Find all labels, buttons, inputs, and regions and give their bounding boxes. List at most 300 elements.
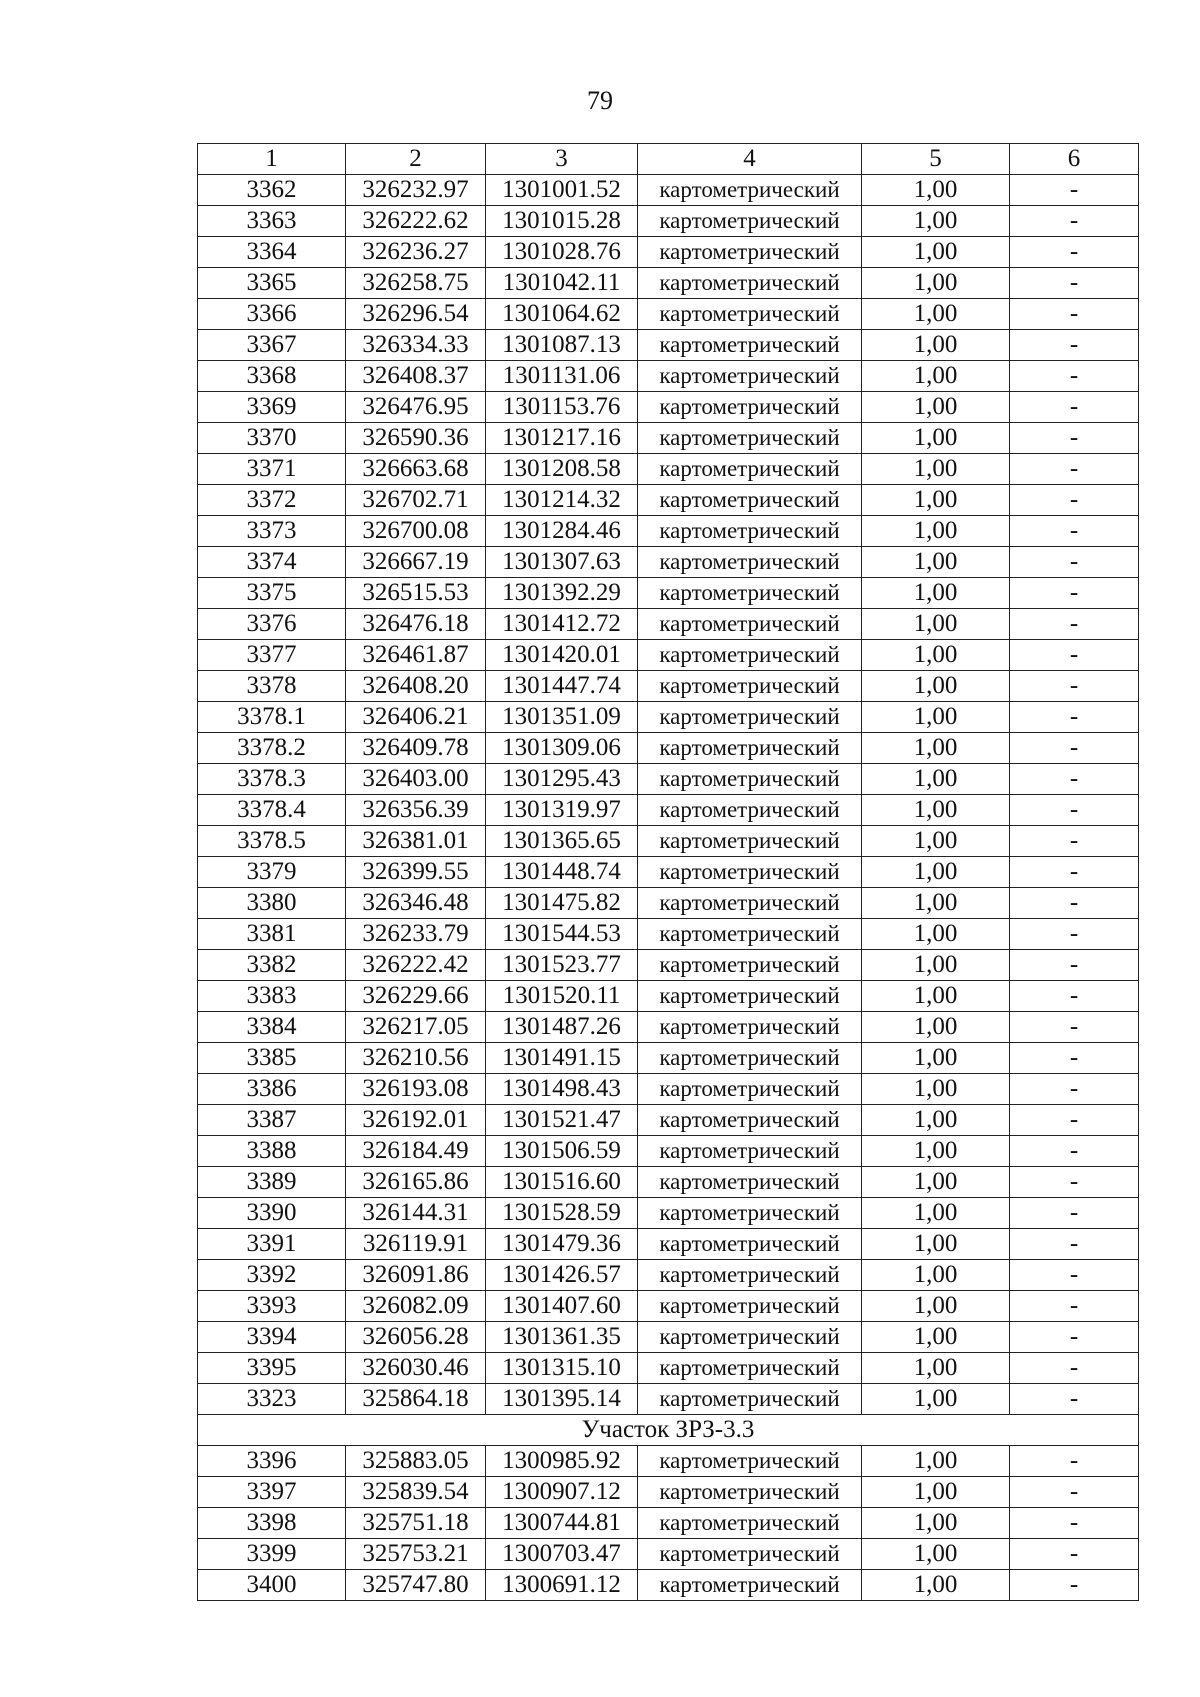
method-cell: картометрический xyxy=(638,392,862,423)
accuracy-cell: 1,00 xyxy=(862,175,1010,206)
table-row xyxy=(198,1012,1139,1043)
point-number-cell: 3378.5 xyxy=(198,826,346,857)
table-row xyxy=(198,1508,1139,1539)
point-number-cell: 3370 xyxy=(198,423,346,454)
method-cell: картометрический xyxy=(638,547,862,578)
table-row xyxy=(198,175,1139,206)
x-coordinate-cell: 325883.05 xyxy=(346,1446,486,1477)
point-number-cell: 3400 xyxy=(198,1570,346,1601)
note-cell: - xyxy=(1010,1508,1139,1539)
table-row xyxy=(198,423,1139,454)
column-header: 5 xyxy=(862,144,1010,175)
method-cell: картометрический xyxy=(638,175,862,206)
x-coordinate-cell: 326408.37 xyxy=(346,361,486,392)
point-number-cell: 3323 xyxy=(198,1384,346,1415)
table-row xyxy=(198,764,1139,795)
table-row xyxy=(198,454,1139,485)
table-row xyxy=(198,640,1139,671)
method-cell: картометрический xyxy=(638,1384,862,1415)
accuracy-cell: 1,00 xyxy=(862,826,1010,857)
method-cell: картометрический xyxy=(638,1043,862,1074)
method-cell: картометрический xyxy=(638,981,862,1012)
table-row xyxy=(198,702,1139,733)
note-cell: - xyxy=(1010,423,1139,454)
x-coordinate-cell: 326222.42 xyxy=(346,950,486,981)
note-cell: - xyxy=(1010,1074,1139,1105)
table-row xyxy=(198,1477,1139,1508)
y-coordinate-cell: 1301153.76 xyxy=(486,392,638,423)
x-coordinate-cell: 326476.18 xyxy=(346,609,486,640)
method-cell: картометрический xyxy=(638,1291,862,1322)
accuracy-cell: 1,00 xyxy=(862,237,1010,268)
method-cell: картометрический xyxy=(638,1508,862,1539)
y-coordinate-cell: 1301498.43 xyxy=(486,1074,638,1105)
note-cell: - xyxy=(1010,950,1139,981)
y-coordinate-cell: 1301217.16 xyxy=(486,423,638,454)
y-coordinate-cell: 1301365.65 xyxy=(486,826,638,857)
y-coordinate-cell: 1301001.52 xyxy=(486,175,638,206)
method-cell: картометрический xyxy=(638,1477,862,1508)
y-coordinate-cell: 1301544.53 xyxy=(486,919,638,950)
accuracy-cell: 1,00 xyxy=(862,1043,1010,1074)
table-header-row xyxy=(198,144,1139,175)
note-cell: - xyxy=(1010,175,1139,206)
method-cell: картометрический xyxy=(638,299,862,330)
method-cell: картометрический xyxy=(638,888,862,919)
point-number-cell: 3394 xyxy=(198,1322,346,1353)
table-row xyxy=(198,268,1139,299)
accuracy-cell: 1,00 xyxy=(862,764,1010,795)
y-coordinate-cell: 1301214.32 xyxy=(486,485,638,516)
table-row xyxy=(198,1260,1139,1291)
accuracy-cell: 1,00 xyxy=(862,454,1010,485)
note-cell: - xyxy=(1010,1012,1139,1043)
accuracy-cell: 1,00 xyxy=(862,485,1010,516)
table-row xyxy=(198,485,1139,516)
point-number-cell: 3374 xyxy=(198,547,346,578)
x-coordinate-cell: 326356.39 xyxy=(346,795,486,826)
table-row xyxy=(198,547,1139,578)
method-cell: картометрический xyxy=(638,361,862,392)
note-cell: - xyxy=(1010,454,1139,485)
method-cell: картометрический xyxy=(638,702,862,733)
note-cell: - xyxy=(1010,1570,1139,1601)
accuracy-cell: 1,00 xyxy=(862,1012,1010,1043)
accuracy-cell: 1,00 xyxy=(862,330,1010,361)
x-coordinate-cell: 326144.31 xyxy=(346,1198,486,1229)
table-row xyxy=(198,609,1139,640)
x-coordinate-cell: 326663.68 xyxy=(346,454,486,485)
x-coordinate-cell: 325747.80 xyxy=(346,1570,486,1601)
y-coordinate-cell: 1301523.77 xyxy=(486,950,638,981)
table-row xyxy=(198,919,1139,950)
method-cell: картометрический xyxy=(638,1105,862,1136)
method-cell: картометрический xyxy=(638,950,862,981)
x-coordinate-cell: 325839.54 xyxy=(346,1477,486,1508)
x-coordinate-cell: 326229.66 xyxy=(346,981,486,1012)
x-coordinate-cell: 326222.62 xyxy=(346,206,486,237)
accuracy-cell: 1,00 xyxy=(862,1167,1010,1198)
y-coordinate-cell: 1301064.62 xyxy=(486,299,638,330)
y-coordinate-cell: 1301426.57 xyxy=(486,1260,638,1291)
accuracy-cell: 1,00 xyxy=(862,733,1010,764)
point-number-cell: 3383 xyxy=(198,981,346,1012)
x-coordinate-cell: 326461.87 xyxy=(346,640,486,671)
y-coordinate-cell: 1301491.15 xyxy=(486,1043,638,1074)
table-row xyxy=(198,516,1139,547)
table-row xyxy=(198,950,1139,981)
y-coordinate-cell: 1301528.59 xyxy=(486,1198,638,1229)
note-cell: - xyxy=(1010,268,1139,299)
point-number-cell: 3376 xyxy=(198,609,346,640)
note-cell: - xyxy=(1010,826,1139,857)
accuracy-cell: 1,00 xyxy=(862,1384,1010,1415)
accuracy-cell: 1,00 xyxy=(862,981,1010,1012)
accuracy-cell: 1,00 xyxy=(862,1229,1010,1260)
y-coordinate-cell: 1301520.11 xyxy=(486,981,638,1012)
point-number-cell: 3399 xyxy=(198,1539,346,1570)
point-number-cell: 3364 xyxy=(198,237,346,268)
x-coordinate-cell: 326515.53 xyxy=(346,578,486,609)
table-row xyxy=(198,1446,1139,1477)
y-coordinate-cell: 1301307.63 xyxy=(486,547,638,578)
note-cell: - xyxy=(1010,1167,1139,1198)
accuracy-cell: 1,00 xyxy=(862,1570,1010,1601)
accuracy-cell: 1,00 xyxy=(862,919,1010,950)
y-coordinate-cell: 1300691.12 xyxy=(486,1570,638,1601)
y-coordinate-cell: 1301042.11 xyxy=(486,268,638,299)
x-coordinate-cell: 326702.71 xyxy=(346,485,486,516)
point-number-cell: 3384 xyxy=(198,1012,346,1043)
point-number-cell: 3373 xyxy=(198,516,346,547)
table-row xyxy=(198,330,1139,361)
note-cell: - xyxy=(1010,516,1139,547)
point-number-cell: 3363 xyxy=(198,206,346,237)
table-row xyxy=(198,1105,1139,1136)
table-row xyxy=(198,1322,1139,1353)
y-coordinate-cell: 1301315.10 xyxy=(486,1353,638,1384)
table-row xyxy=(198,206,1139,237)
note-cell: - xyxy=(1010,1229,1139,1260)
note-cell: - xyxy=(1010,1136,1139,1167)
note-cell: - xyxy=(1010,1291,1139,1322)
note-cell: - xyxy=(1010,1446,1139,1477)
y-coordinate-cell: 1301420.01 xyxy=(486,640,638,671)
point-number-cell: 3378.4 xyxy=(198,795,346,826)
accuracy-cell: 1,00 xyxy=(862,1539,1010,1570)
method-cell: картометрический xyxy=(638,1136,862,1167)
x-coordinate-cell: 326258.75 xyxy=(346,268,486,299)
y-coordinate-cell: 1301208.58 xyxy=(486,454,638,485)
point-number-cell: 3369 xyxy=(198,392,346,423)
y-coordinate-cell: 1300703.47 xyxy=(486,1539,638,1570)
accuracy-cell: 1,00 xyxy=(862,361,1010,392)
method-cell: картометрический xyxy=(638,764,862,795)
x-coordinate-cell: 326082.09 xyxy=(346,1291,486,1322)
column-header: 3 xyxy=(486,144,638,175)
point-number-cell: 3388 xyxy=(198,1136,346,1167)
y-coordinate-cell: 1301015.28 xyxy=(486,206,638,237)
table-row xyxy=(198,671,1139,702)
table-row xyxy=(198,1198,1139,1229)
accuracy-cell: 1,00 xyxy=(862,1136,1010,1167)
note-cell: - xyxy=(1010,1477,1139,1508)
y-coordinate-cell: 1301395.14 xyxy=(486,1384,638,1415)
accuracy-cell: 1,00 xyxy=(862,1198,1010,1229)
method-cell: картометрический xyxy=(638,1539,862,1570)
method-cell: картометрический xyxy=(638,733,862,764)
x-coordinate-cell: 326192.01 xyxy=(346,1105,486,1136)
x-coordinate-cell: 326236.27 xyxy=(346,237,486,268)
x-coordinate-cell: 325751.18 xyxy=(346,1508,486,1539)
table-row xyxy=(198,1167,1139,1198)
method-cell: картометрический xyxy=(638,857,862,888)
accuracy-cell: 1,00 xyxy=(862,547,1010,578)
table-row xyxy=(198,237,1139,268)
accuracy-cell: 1,00 xyxy=(862,671,1010,702)
table-row xyxy=(198,1353,1139,1384)
method-cell: картометрический xyxy=(638,640,862,671)
note-cell: - xyxy=(1010,702,1139,733)
accuracy-cell: 1,00 xyxy=(862,888,1010,919)
note-cell: - xyxy=(1010,578,1139,609)
accuracy-cell: 1,00 xyxy=(862,1105,1010,1136)
x-coordinate-cell: 326184.49 xyxy=(346,1136,486,1167)
table-row xyxy=(198,733,1139,764)
y-coordinate-cell: 1301506.59 xyxy=(486,1136,638,1167)
column-header: 6 xyxy=(1010,144,1139,175)
x-coordinate-cell: 326165.86 xyxy=(346,1167,486,1198)
y-coordinate-cell: 1301319.97 xyxy=(486,795,638,826)
x-coordinate-cell: 326210.56 xyxy=(346,1043,486,1074)
method-cell: картометрический xyxy=(638,268,862,299)
point-number-cell: 3382 xyxy=(198,950,346,981)
x-coordinate-cell: 326590.36 xyxy=(346,423,486,454)
y-coordinate-cell: 1301361.35 xyxy=(486,1322,638,1353)
point-number-cell: 3367 xyxy=(198,330,346,361)
point-number-cell: 3371 xyxy=(198,454,346,485)
y-coordinate-cell: 1301448.74 xyxy=(486,857,638,888)
accuracy-cell: 1,00 xyxy=(862,268,1010,299)
method-cell: картометрический xyxy=(638,330,862,361)
y-coordinate-cell: 1300907.12 xyxy=(486,1477,638,1508)
note-cell: - xyxy=(1010,237,1139,268)
method-cell: картометрический xyxy=(638,1446,862,1477)
table-row xyxy=(198,857,1139,888)
accuracy-cell: 1,00 xyxy=(862,1446,1010,1477)
y-coordinate-cell: 1301028.76 xyxy=(486,237,638,268)
note-cell: - xyxy=(1010,330,1139,361)
table-row xyxy=(198,361,1139,392)
accuracy-cell: 1,00 xyxy=(862,1477,1010,1508)
method-cell: картометрический xyxy=(638,1353,862,1384)
accuracy-cell: 1,00 xyxy=(862,857,1010,888)
x-coordinate-cell: 326056.28 xyxy=(346,1322,486,1353)
note-cell: - xyxy=(1010,1105,1139,1136)
x-coordinate-cell: 326346.48 xyxy=(346,888,486,919)
note-cell: - xyxy=(1010,888,1139,919)
method-cell: картометрический xyxy=(638,919,862,950)
x-coordinate-cell: 326476.95 xyxy=(346,392,486,423)
method-cell: картометрический xyxy=(638,578,862,609)
method-cell: картометрический xyxy=(638,206,862,237)
point-number-cell: 3365 xyxy=(198,268,346,299)
method-cell: картометрический xyxy=(638,423,862,454)
note-cell: - xyxy=(1010,547,1139,578)
y-coordinate-cell: 1301407.60 xyxy=(486,1291,638,1322)
accuracy-cell: 1,00 xyxy=(862,795,1010,826)
point-number-cell: 3375 xyxy=(198,578,346,609)
x-coordinate-cell: 326119.91 xyxy=(346,1229,486,1260)
method-cell: картометрический xyxy=(638,485,862,516)
point-number-cell: 3362 xyxy=(198,175,346,206)
accuracy-cell: 1,00 xyxy=(862,516,1010,547)
method-cell: картометрический xyxy=(638,795,862,826)
point-number-cell: 3387 xyxy=(198,1105,346,1136)
note-cell: - xyxy=(1010,733,1139,764)
y-coordinate-cell: 1301392.29 xyxy=(486,578,638,609)
table-row xyxy=(198,1539,1139,1570)
x-coordinate-cell: 326193.08 xyxy=(346,1074,486,1105)
method-cell: картометрический xyxy=(638,1229,862,1260)
method-cell: картометрический xyxy=(638,1322,862,1353)
note-cell: - xyxy=(1010,1322,1139,1353)
y-coordinate-cell: 1301295.43 xyxy=(486,764,638,795)
table-row xyxy=(198,299,1139,330)
accuracy-cell: 1,00 xyxy=(862,206,1010,237)
x-coordinate-cell: 326334.33 xyxy=(346,330,486,361)
method-cell: картометрический xyxy=(638,826,862,857)
x-coordinate-cell: 326403.00 xyxy=(346,764,486,795)
note-cell: - xyxy=(1010,299,1139,330)
accuracy-cell: 1,00 xyxy=(862,1074,1010,1105)
table-row xyxy=(198,578,1139,609)
accuracy-cell: 1,00 xyxy=(862,392,1010,423)
table-body xyxy=(198,144,1139,1601)
accuracy-cell: 1,00 xyxy=(862,1260,1010,1291)
method-cell: картометрический xyxy=(638,1167,862,1198)
y-coordinate-cell: 1301516.60 xyxy=(486,1167,638,1198)
column-header: 2 xyxy=(346,144,486,175)
y-coordinate-cell: 1301487.26 xyxy=(486,1012,638,1043)
page-number: 79 xyxy=(587,86,613,115)
x-coordinate-cell: 326399.55 xyxy=(346,857,486,888)
point-number-cell: 3366 xyxy=(198,299,346,330)
y-coordinate-cell: 1300744.81 xyxy=(486,1508,638,1539)
coordinates-table xyxy=(197,143,1139,1601)
point-number-cell: 3391 xyxy=(198,1229,346,1260)
method-cell: картометрический xyxy=(638,1074,862,1105)
section-row xyxy=(198,1415,1139,1446)
point-number-cell: 3395 xyxy=(198,1353,346,1384)
note-cell: - xyxy=(1010,1384,1139,1415)
method-cell: картометрический xyxy=(638,671,862,702)
table-row xyxy=(198,1384,1139,1415)
accuracy-cell: 1,00 xyxy=(862,1291,1010,1322)
note-cell: - xyxy=(1010,919,1139,950)
table-row xyxy=(198,795,1139,826)
note-cell: - xyxy=(1010,981,1139,1012)
point-number-cell: 3392 xyxy=(198,1260,346,1291)
x-coordinate-cell: 326381.01 xyxy=(346,826,486,857)
table-row xyxy=(198,1229,1139,1260)
note-cell: - xyxy=(1010,764,1139,795)
method-cell: картометрический xyxy=(638,454,862,485)
note-cell: - xyxy=(1010,609,1139,640)
method-cell: картометрический xyxy=(638,237,862,268)
point-number-cell: 3379 xyxy=(198,857,346,888)
point-number-cell: 3396 xyxy=(198,1446,346,1477)
note-cell: - xyxy=(1010,1260,1139,1291)
accuracy-cell: 1,00 xyxy=(862,640,1010,671)
x-coordinate-cell: 326667.19 xyxy=(346,547,486,578)
x-coordinate-cell: 325753.21 xyxy=(346,1539,486,1570)
accuracy-cell: 1,00 xyxy=(862,950,1010,981)
x-coordinate-cell: 326296.54 xyxy=(346,299,486,330)
accuracy-cell: 1,00 xyxy=(862,423,1010,454)
x-coordinate-cell: 326409.78 xyxy=(346,733,486,764)
accuracy-cell: 1,00 xyxy=(862,702,1010,733)
point-number-cell: 3378 xyxy=(198,671,346,702)
y-coordinate-cell: 1301131.06 xyxy=(486,361,638,392)
point-number-cell: 3393 xyxy=(198,1291,346,1322)
table-row xyxy=(198,392,1139,423)
x-coordinate-cell: 326091.86 xyxy=(346,1260,486,1291)
x-coordinate-cell: 326232.97 xyxy=(346,175,486,206)
point-number-cell: 3385 xyxy=(198,1043,346,1074)
point-number-cell: 3389 xyxy=(198,1167,346,1198)
note-cell: - xyxy=(1010,1539,1139,1570)
y-coordinate-cell: 1301521.47 xyxy=(486,1105,638,1136)
point-number-cell: 3378.1 xyxy=(198,702,346,733)
method-cell: картометрический xyxy=(638,1260,862,1291)
point-number-cell: 3378.3 xyxy=(198,764,346,795)
table-row xyxy=(198,1043,1139,1074)
point-number-cell: 3378.2 xyxy=(198,733,346,764)
point-number-cell: 3398 xyxy=(198,1508,346,1539)
table-row xyxy=(198,826,1139,857)
note-cell: - xyxy=(1010,392,1139,423)
accuracy-cell: 1,00 xyxy=(862,1322,1010,1353)
note-cell: - xyxy=(1010,206,1139,237)
table-row xyxy=(198,1136,1139,1167)
x-coordinate-cell: 326217.05 xyxy=(346,1012,486,1043)
method-cell: картометрический xyxy=(638,1198,862,1229)
method-cell: картометрический xyxy=(638,1570,862,1601)
point-number-cell: 3397 xyxy=(198,1477,346,1508)
point-number-cell: 3372 xyxy=(198,485,346,516)
x-coordinate-cell: 326233.79 xyxy=(346,919,486,950)
point-number-cell: 3380 xyxy=(198,888,346,919)
column-header: 1 xyxy=(198,144,346,175)
section-title: Участок ЗРЗ-3.3 xyxy=(198,1415,1139,1446)
point-number-cell: 3390 xyxy=(198,1198,346,1229)
y-coordinate-cell: 1301475.82 xyxy=(486,888,638,919)
note-cell: - xyxy=(1010,361,1139,392)
y-coordinate-cell: 1301087.13 xyxy=(486,330,638,361)
accuracy-cell: 1,00 xyxy=(862,578,1010,609)
method-cell: картометрический xyxy=(638,516,862,547)
method-cell: картометрический xyxy=(638,1012,862,1043)
note-cell: - xyxy=(1010,1043,1139,1074)
accuracy-cell: 1,00 xyxy=(862,299,1010,330)
y-coordinate-cell: 1301447.74 xyxy=(486,671,638,702)
note-cell: - xyxy=(1010,1353,1139,1384)
method-cell: картометрический xyxy=(638,609,862,640)
x-coordinate-cell: 326030.46 xyxy=(346,1353,486,1384)
point-number-cell: 3386 xyxy=(198,1074,346,1105)
y-coordinate-cell: 1301309.06 xyxy=(486,733,638,764)
